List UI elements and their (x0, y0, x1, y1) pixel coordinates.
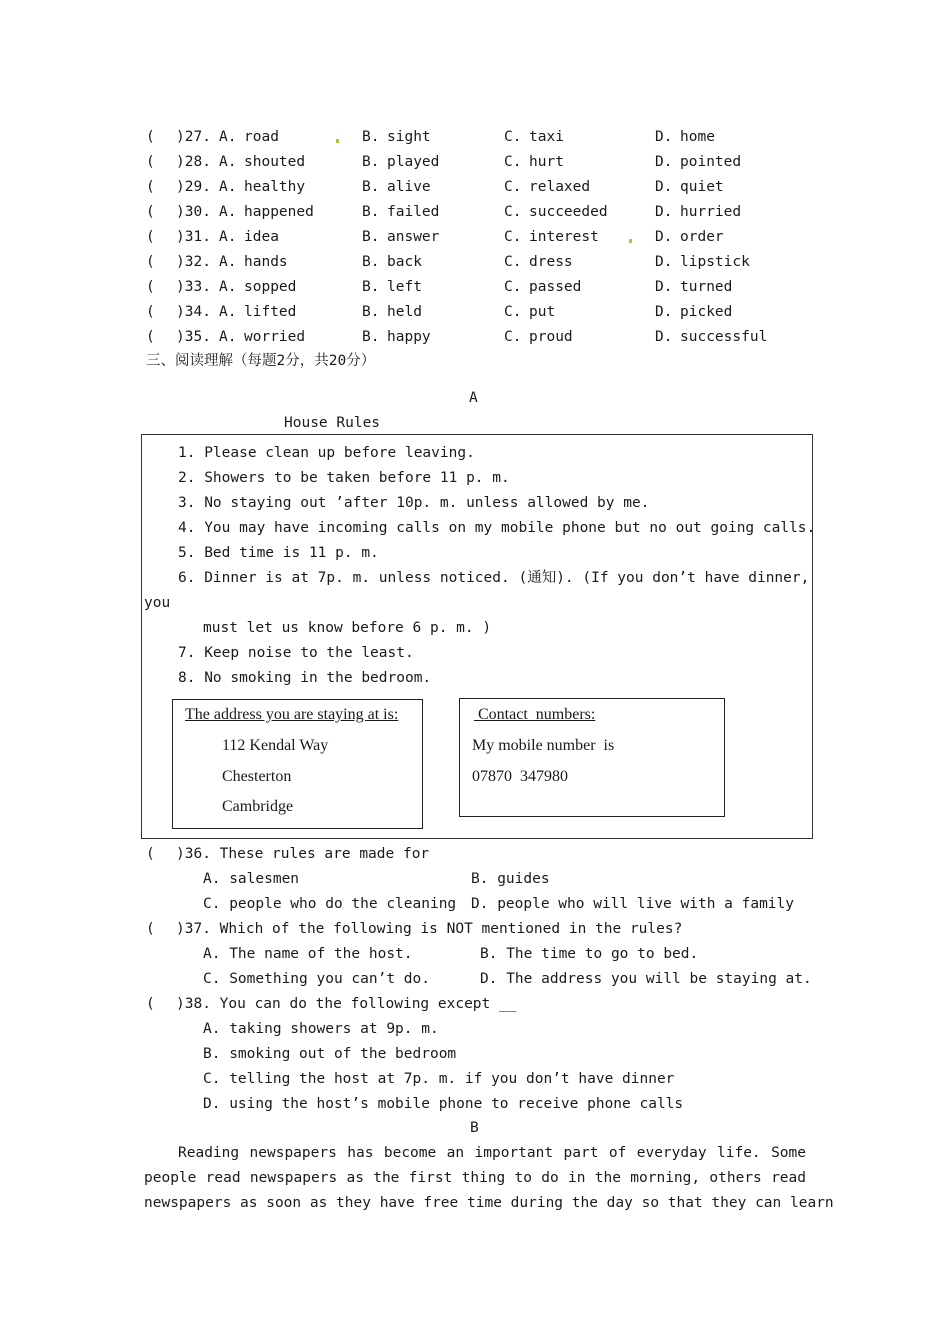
option-text: held (387, 304, 422, 320)
question-stem: )36. These rules are made for (176, 846, 430, 862)
option-text: passed (529, 279, 582, 295)
option-letter: C. (504, 229, 522, 245)
passage-b-line: Reading newspapers has become an important part of everyday life. Some (178, 1145, 806, 1161)
option-letter: A. (219, 129, 237, 145)
option-letter: A. (219, 304, 237, 320)
option-text: hurt (529, 154, 564, 170)
option-text: happy (387, 329, 431, 345)
rule-item: 1. Please clean up before leaving. (178, 445, 475, 461)
answer-paren: ( (146, 304, 155, 320)
option-letter: D. (655, 329, 673, 345)
option-letter: D. (655, 129, 673, 145)
option-text: interest (529, 229, 599, 245)
option-text: sopped (244, 279, 297, 295)
section-heading: 三、阅读理解（每题2分，共20分） (146, 353, 376, 369)
address-line: 112 Kendal Way (222, 737, 329, 754)
option-letter: B. (362, 329, 380, 345)
phone-number: 07870 347980 (472, 768, 568, 785)
house-rules-title: House Rules (284, 415, 381, 431)
option-letter: A. (219, 279, 237, 295)
contact-heading: Contact numbers: (474, 706, 596, 723)
question-number: )33. (176, 279, 211, 295)
question-option: A. salesmen (203, 871, 300, 887)
option-letter: D. (655, 229, 673, 245)
option-letter: B. (362, 204, 380, 220)
answer-paren: ( (146, 229, 155, 245)
option-text: turned (680, 279, 733, 295)
answer-paren: ( (146, 179, 155, 195)
option-letter: D. (655, 304, 673, 320)
option-letter: C. (504, 204, 522, 220)
option-text: answer (387, 229, 440, 245)
option-letter: B. (362, 279, 380, 295)
cloze-row (146, 127, 826, 147)
question-option: B. smoking out of the bedroom (203, 1046, 457, 1062)
option-text: shouted (244, 154, 306, 170)
passage-b-letter: B (470, 1120, 479, 1136)
option-text: back (387, 254, 422, 270)
option-text: home (680, 129, 715, 145)
option-text: healthy (244, 179, 306, 195)
option-text: lipstick (680, 254, 750, 270)
option-letter: C. (504, 329, 522, 345)
question-number: )35. (176, 329, 211, 345)
rule-item: 7. Keep noise to the least. (178, 645, 414, 661)
option-letter: A. (219, 329, 237, 345)
address-line: Cambridge (222, 798, 294, 815)
address-heading: The address you are staying at is: (185, 706, 399, 723)
option-text: lifted (244, 304, 297, 320)
question-option: A. taking showers at 9p. m. (203, 1021, 439, 1037)
option-text: dress (529, 254, 573, 270)
cloze-row (146, 277, 826, 297)
option-text: failed (387, 204, 440, 220)
option-letter: C. (504, 129, 522, 145)
option-text: successful (680, 329, 768, 345)
question-option: D. The address you will be staying at. (480, 971, 812, 987)
answer-paren: ( (146, 154, 155, 170)
question-option: C. Something you can’t do. (203, 971, 430, 987)
question-paren: ( (146, 996, 155, 1012)
rule-item-continued: must let us know before 6 p. m. ) (203, 620, 492, 636)
passage-a-letter: A (469, 390, 478, 406)
answer-paren: ( (146, 204, 155, 220)
option-letter: D. (655, 179, 673, 195)
question-number: )28. (176, 154, 211, 170)
answer-paren: ( (146, 129, 155, 145)
cloze-row (146, 327, 826, 347)
cloze-row (146, 252, 826, 272)
option-text: happened (244, 204, 314, 220)
option-text: left (387, 279, 422, 295)
option-text: alive (387, 179, 431, 195)
question-stem: )38. You can do the following except __ (176, 996, 517, 1012)
question-option: B. guides (471, 871, 550, 887)
stray-mark (336, 139, 339, 143)
answer-paren: ( (146, 279, 155, 295)
option-letter: C. (504, 154, 522, 170)
question-option: A. The name of the host. (203, 946, 413, 962)
option-text: put (529, 304, 556, 320)
option-letter: B. (362, 129, 380, 145)
option-text: worried (244, 329, 306, 345)
option-text: taxi (529, 129, 564, 145)
option-text: picked (680, 304, 733, 320)
option-letter: D. (655, 154, 673, 170)
stray-mark (629, 239, 632, 243)
passage-b-line: newspapers as soon as they have free time during the day so that they can learn (144, 1195, 834, 1211)
option-letter: B. (362, 229, 380, 245)
address-line: Chesterton (222, 768, 292, 785)
question-number: )27. (176, 129, 211, 145)
question-number: )31. (176, 229, 211, 245)
question-option: C. telling the host at 7p. m. if you don’t have dinner (203, 1071, 675, 1087)
passage-b-line: people read newspapers as the first thing to do in the morning, others read (144, 1170, 806, 1186)
cloze-row (146, 177, 826, 197)
answer-paren: ( (146, 329, 155, 345)
option-text: pointed (680, 154, 742, 170)
question-stem: )37. Which of the following is NOT mentioned in the rules? (176, 921, 683, 937)
question-paren: ( (146, 846, 155, 862)
option-text: proud (529, 329, 573, 345)
option-letter: B. (362, 304, 380, 320)
question-number: )29. (176, 179, 211, 195)
option-letter: C. (504, 179, 522, 195)
question-option: B. The time to go to bed. (480, 946, 699, 962)
option-text: quiet (680, 179, 724, 195)
option-text: order (680, 229, 724, 245)
option-letter: A. (219, 154, 237, 170)
option-letter: C. (504, 279, 522, 295)
answer-paren: ( (146, 254, 155, 270)
option-text: succeeded (529, 204, 608, 220)
rule-item: 4. You may have incoming calls on my mobile phone but no out going calls. (178, 520, 816, 536)
cloze-row (146, 202, 826, 222)
option-text: sight (387, 129, 431, 145)
option-letter: D. (655, 254, 673, 270)
rule-item: 5. Bed time is 11 p. m. (178, 545, 379, 561)
question-option: D. using the host’s mobile phone to receive phone calls (203, 1096, 684, 1112)
rule-item: 2. Showers to be taken before 11 p. m. (178, 470, 510, 486)
rule-item: 6. Dinner is at 7p. m. unless noticed. (通知). (If you don’t have dinner, (178, 570, 810, 586)
rule-item: 8. No smoking in the bedroom. (178, 670, 432, 686)
option-letter: A. (219, 254, 237, 270)
option-text: idea (244, 229, 279, 245)
option-text: played (387, 154, 440, 170)
question-number: )32. (176, 254, 211, 270)
option-text: relaxed (529, 179, 591, 195)
option-letter: D. (655, 204, 673, 220)
contact-line: My mobile number is (472, 737, 615, 754)
cloze-row (146, 302, 826, 322)
question-number: )34. (176, 304, 211, 320)
option-letter: A. (219, 179, 237, 195)
option-letter: B. (362, 154, 380, 170)
rule-item: 3. No staying out ’after 10p. m. unless allowed by me. (178, 495, 650, 511)
option-letter: B. (362, 254, 380, 270)
question-option: D. people who will live with a family (471, 896, 795, 912)
cloze-row (146, 152, 826, 172)
option-letter: C. (504, 304, 522, 320)
rule-item-wrap: you (144, 595, 171, 611)
option-text: hurried (680, 204, 742, 220)
question-number: )30. (176, 204, 211, 220)
question-option: C. people who do the cleaning (203, 896, 457, 912)
option-letter: D. (655, 279, 673, 295)
cloze-row (146, 227, 826, 247)
option-letter: A. (219, 204, 237, 220)
question-paren: ( (146, 921, 155, 937)
option-text: road (244, 129, 279, 145)
option-letter: B. (362, 179, 380, 195)
option-text: hands (244, 254, 288, 270)
option-letter: C. (504, 254, 522, 270)
option-letter: A. (219, 229, 237, 245)
